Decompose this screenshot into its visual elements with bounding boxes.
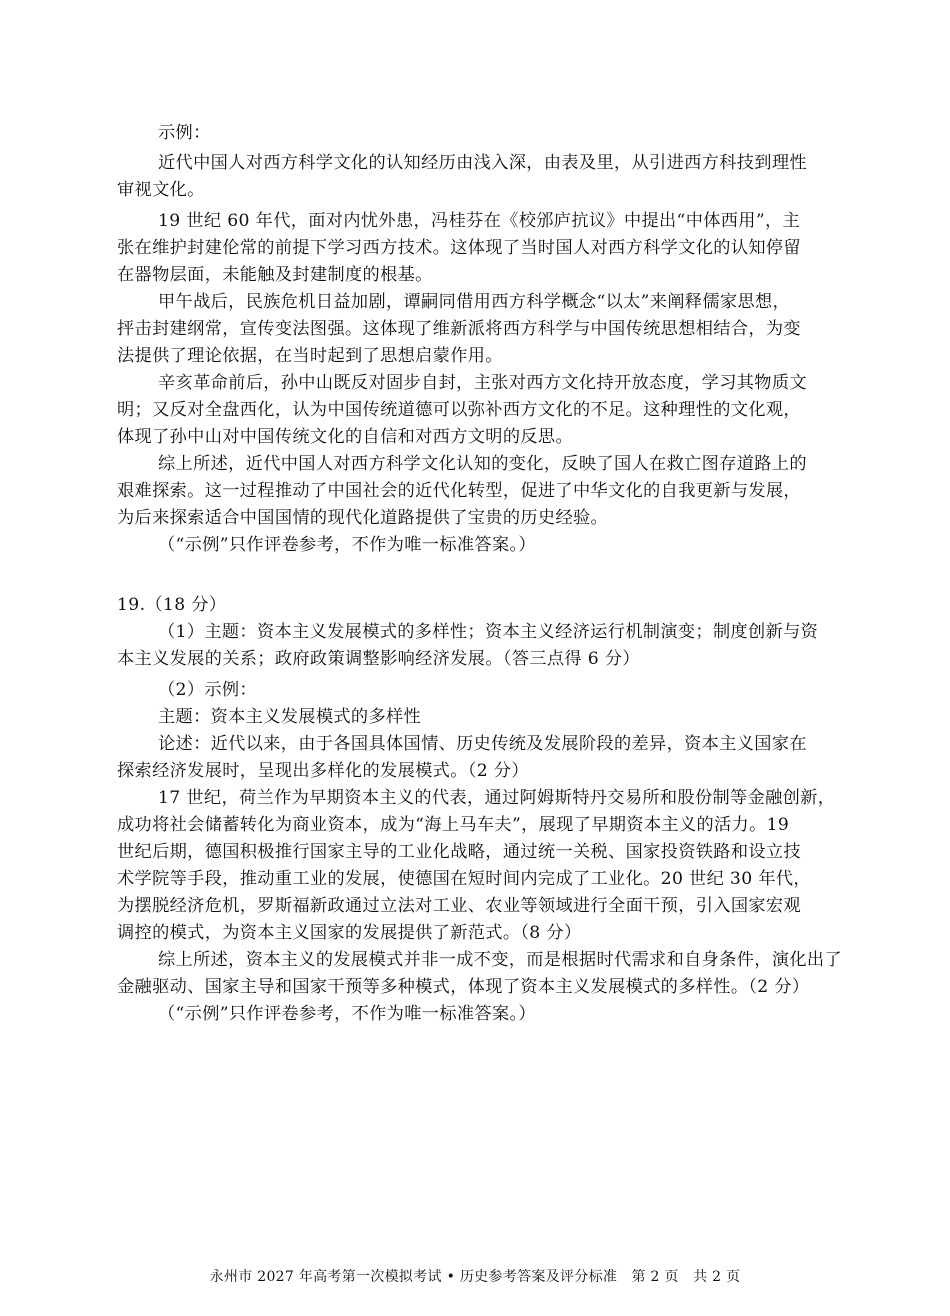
example-label: 示例： <box>158 123 211 143</box>
question-heading: 19.（18 分） <box>117 595 227 615</box>
paragraph-line: 法提供了理论依据，在当时起到了思想启蒙作用。 <box>117 346 503 366</box>
paragraph-line: 甲午战后，民族危机日益加剧，谭嗣同借用西方科学概念“以太”来阐释儒家思想， <box>158 292 791 312</box>
part2-label: （2）示例： <box>158 680 257 700</box>
paragraph-line: 张在维护封建伦常的前提下学习西方技术。这体现了当时国人对西方科学文化的认知停留 <box>117 238 801 258</box>
paragraph-line: 为摆脱经济危机，罗斯福新政通过立法对工业、农业等领域进行全面干预，引入国家宏观 <box>117 896 801 916</box>
paragraph-line: 术学院等手段，推动重工业的发展，使德国在短时间内完成了工业化。20 世纪 30 年代， <box>117 869 811 889</box>
paragraph-line: 在器物层面，未能触及封建制度的根基。 <box>117 265 433 285</box>
paragraph-line: 审视文化。 <box>117 180 205 200</box>
example-note: （“示例”只作评卷参考，不作为唯一标准答案。） <box>158 1004 536 1024</box>
paragraph-line: 辛亥革命前后，孙中山既反对固步自封，主张对西方文化持开放态度，学习其物质文 <box>158 373 807 393</box>
paragraph-line: 世纪后期，德国积极推行国家主导的工业化战略，通过统一关税、国家投资铁路和设立技 <box>117 842 801 862</box>
paragraph-line: 为后来探索适合中国国情的现代化道路提供了宝贵的历史经验。 <box>117 508 609 528</box>
paragraph-line: 体现了孙中山对中国传统文化的自信和对西方文明的反思。 <box>117 427 573 447</box>
paragraph-line: （1）主题：资本主义发展模式的多样性；资本主义经济运行机制演变；制度创新与资 <box>158 622 819 642</box>
paragraph-line: 19 世纪 60 年代，面对内忧外患，冯桂芬在《校邠庐抗议》中提出“中体西用”，主 <box>158 211 801 231</box>
paragraph-line: 近代中国人对西方科学文化的认知经历由浅入深，由表及里，从引进西方科技到理性 <box>158 153 807 173</box>
paragraph-line: 成功将社会储蓄转化为商业资本，成为“海上马车夫”，展现了早期资本主义的活力。19 <box>117 815 790 835</box>
example-note: （“示例”只作评卷参考，不作为唯一标准答案。） <box>158 535 536 555</box>
paragraph-line: 本主义发展的关系；政府政策调整影响经济发展。（答三点得 6 分） <box>117 649 640 669</box>
paragraph-line: 调控的模式，为资本主义国家的发展提供了新范式。（8 分） <box>117 923 582 943</box>
paragraph-line: 抨击封建纲常，宣传变法图强。这体现了维新派将西方科学与中国传统思想相结合，为变 <box>117 319 801 339</box>
paragraph-line: 探索经济发展时，呈现出多样化的发展模式。（2 分） <box>117 761 529 781</box>
paragraph-line: 论述：近代以来，由于各国具体国情、历史传统及发展阶段的差异，资本主义国家在 <box>158 734 807 754</box>
paragraph-line: 17 世纪，荷兰作为早期资本主义的代表，通过阿姆斯特丹交易所和股份制等金融创新， <box>158 788 836 808</box>
paragraph-line: 艰难探索。这一过程推动了中国社会的近代化转型，促进了中华文化的自我更新与发展， <box>117 481 801 501</box>
paragraph-line: 明；又反对全盘西化，认为中国传统道德可以弥补西方文化的不足。这种理性的文化观， <box>117 400 801 420</box>
paragraph-line: 综上所述，资本主义的发展模式并非一成不变，而是根据时代需求和自身条件，演化出了 <box>158 950 842 970</box>
theme-line: 主题：资本主义发展模式的多样性 <box>158 707 422 727</box>
paragraph-line: 综上所述，近代中国人对西方科学文化认知的变化，反映了国人在救亡图存道路上的 <box>158 454 807 474</box>
paragraph-line: 金融驱动、国家主导和国家干预等多种模式，体现了资本主义发展模式的多样性。（2 分） <box>117 977 810 997</box>
page-footer: 永州市 2027 年高考第一次模拟考试 • 历史参考答案及评分标准 第 2 页 共 2 页 <box>209 1269 741 1285</box>
